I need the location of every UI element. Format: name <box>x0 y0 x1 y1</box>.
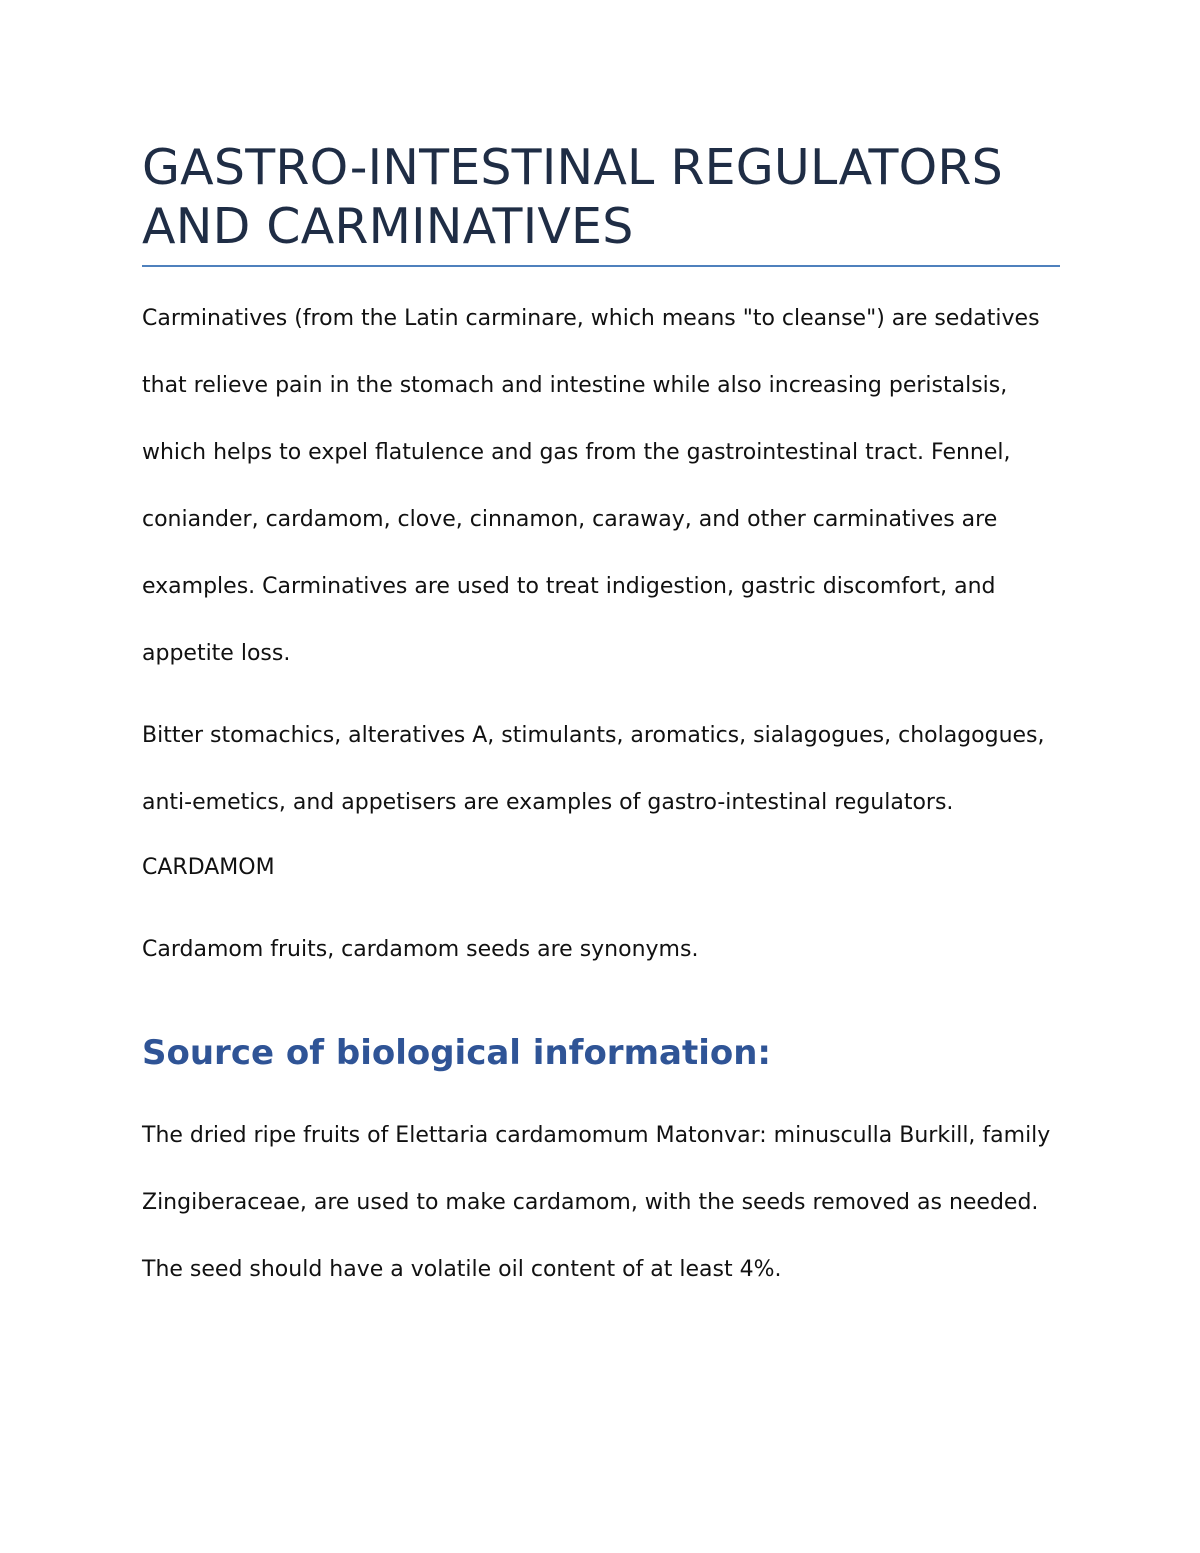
paragraph-carminatives-definition: Carminatives (from the Latin carminare, which means "to cleanse") are sedatives that relieve pain in the stomach and intestine while also increasing peristalsis, which helps to expel flatulence and gas from the gastrointestinal tract. Fennel, coniander, cardamom, clove, cinnamon, caraway, and other carminatives are examples. Carminatives are used to treat indigestion, gastric discomfort, and appetite loss. <box>142 306 1040 666</box>
document-content <box>142 138 1060 1303</box>
paragraph-gi-regulators: Bitter stomachics, alteratives A, stimulants, aromatics, sialagogues, cholagogues, anti-emetics, and appetisers are examples of gastro-intestinal regulators. <box>142 723 1045 815</box>
paragraph-cardamom-label: CARDAMOM <box>142 855 275 880</box>
paragraph-biological-source: The dried ripe fruits of Elettaria cardamomum Matonvar: minusculla Burkill, family Zingiberaceae, are used to make cardamom, with the seeds removed as needed. The seed should have a volatile oil content of at least 4%. <box>142 1123 1051 1282</box>
paragraph-cardamom-synonyms: Cardamom fruits, cardamom seeds are synonyms. <box>142 937 699 962</box>
document-title: GASTRO-INTESTINAL REGULATORS AND CARMINATIVES <box>142 138 1060 267</box>
section-heading-biological-source: Source of biological information: <box>142 1033 772 1073</box>
